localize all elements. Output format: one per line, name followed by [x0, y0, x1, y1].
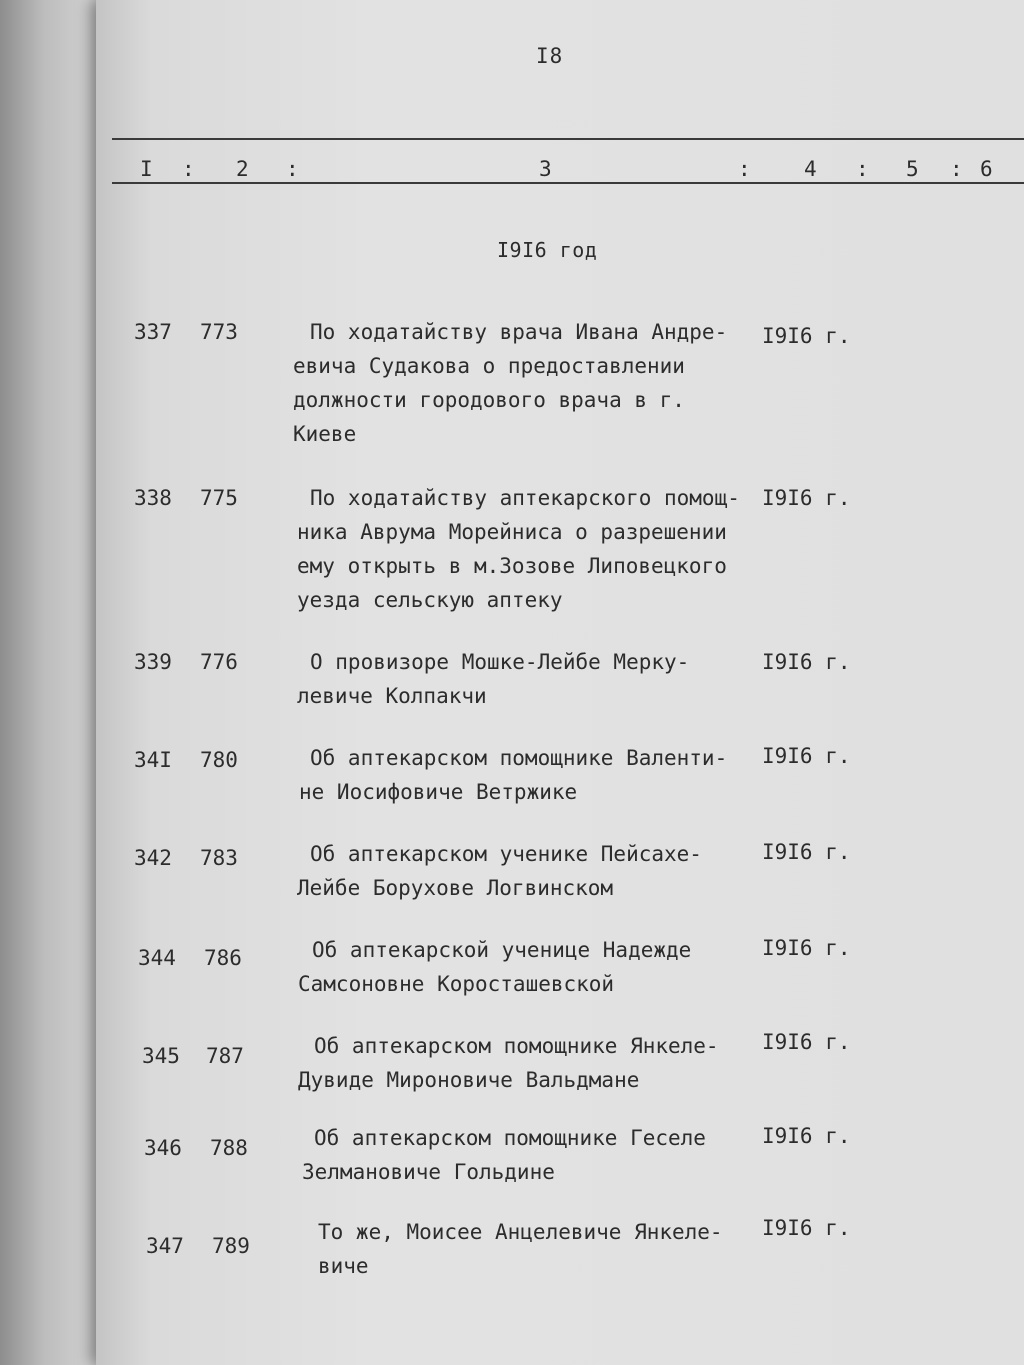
header-rule-bottom — [112, 182, 1024, 184]
case-number: 788 — [210, 1136, 248, 1160]
entry-number: 346 — [144, 1136, 182, 1160]
entry-number: 338 — [134, 486, 172, 510]
entry-date: I9I6 г. — [762, 1124, 851, 1148]
column-header-4: 4 — [804, 157, 817, 181]
entry-number: 344 — [138, 946, 176, 970]
case-number: 789 — [212, 1234, 250, 1258]
document-page — [96, 0, 1024, 1365]
column-separator: : — [182, 157, 195, 181]
entry-text-line: Об аптекарском помощнике Янкеле- — [314, 1034, 719, 1058]
entry-text-line: Об аптекарском помощнике Валенти- — [310, 746, 728, 770]
header-rule-top — [112, 138, 1024, 140]
entry-text-line: Об аптекарском ученике Пейсахе- — [310, 842, 702, 866]
column-separator: : — [950, 157, 963, 181]
entry-text-line: То же, Моисее Анцелевиче Янкеле- — [318, 1220, 723, 1244]
column-header-5: 5 — [906, 157, 919, 181]
entry-text-line: По ходатайству аптекарского помощ- — [310, 486, 740, 510]
page-number: I8 — [536, 44, 564, 68]
entry-date: I9I6 г. — [762, 1030, 851, 1054]
column-separator: : — [738, 157, 751, 181]
entry-text-line: Лейбе Борухове Логвинском — [297, 876, 614, 900]
entry-date: I9I6 г. — [762, 1216, 851, 1240]
entry-number: 347 — [146, 1234, 184, 1258]
entry-date: I9I6 г. — [762, 744, 851, 768]
year-heading: I9I6 год — [497, 238, 598, 262]
entry-number: 34I — [134, 748, 172, 772]
case-number: 780 — [200, 748, 238, 772]
entry-text-line: О провизоре Мошке-Лейбе Мерку- — [310, 650, 690, 674]
entry-text-line: Киеве — [293, 422, 357, 446]
entry-text-line: уезда сельскую аптеку — [297, 588, 563, 612]
previous-page-edge — [0, 0, 110, 1365]
entry-text-line: Об аптекарской ученице Надежде — [312, 938, 692, 962]
entry-date: I9I6 г. — [762, 936, 851, 960]
entry-text-line: виче — [318, 1254, 369, 1278]
entry-number: 345 — [142, 1044, 180, 1068]
case-number: 773 — [200, 320, 238, 344]
entry-text-line: евича Судакова о предоставлении — [293, 354, 685, 378]
entry-text-line: Об аптекарском помощнике Геселе — [314, 1126, 706, 1150]
column-header-6: 6 — [980, 157, 993, 181]
entry-number: 339 — [134, 650, 172, 674]
case-number: 775 — [200, 486, 238, 510]
entry-text-line: ему открыть в м.Зозове Липовецкого — [297, 554, 727, 578]
column-separator: : — [286, 157, 299, 181]
column-header-3: 3 — [539, 157, 552, 181]
entry-text-line: должности городового врача в г. — [293, 388, 685, 412]
column-header-2: 2 — [236, 157, 249, 181]
column-header-1: I — [140, 157, 153, 181]
entry-date: I9I6 г. — [762, 650, 851, 674]
entry-text-line: Самсоновне Коросташевской — [298, 972, 615, 996]
case-number: 786 — [204, 946, 242, 970]
case-number: 783 — [200, 846, 238, 870]
entry-text-line: ника Аврума Морейниса о разрешении — [297, 520, 727, 544]
entry-date: I9I6 г. — [762, 840, 851, 864]
entry-text-line: лeвиче Колпакчи — [297, 684, 487, 708]
case-number: 776 — [200, 650, 238, 674]
entry-text-line: не Иосифовиче Ветржике — [299, 780, 578, 804]
entry-date: I9I6 г. — [762, 324, 851, 348]
column-separator: : — [856, 157, 869, 181]
case-number: 787 — [206, 1044, 244, 1068]
entry-date: I9I6 г. — [762, 486, 851, 510]
entry-number: 342 — [134, 846, 172, 870]
entry-text-line: Зелмановиче Гольдине — [302, 1160, 555, 1184]
entry-text-line: По ходатайству врача Ивана Андре- — [310, 320, 728, 344]
entry-number: 337 — [134, 320, 172, 344]
entry-text-line: Дувиде Мироновиче Вальдмане — [298, 1068, 640, 1092]
